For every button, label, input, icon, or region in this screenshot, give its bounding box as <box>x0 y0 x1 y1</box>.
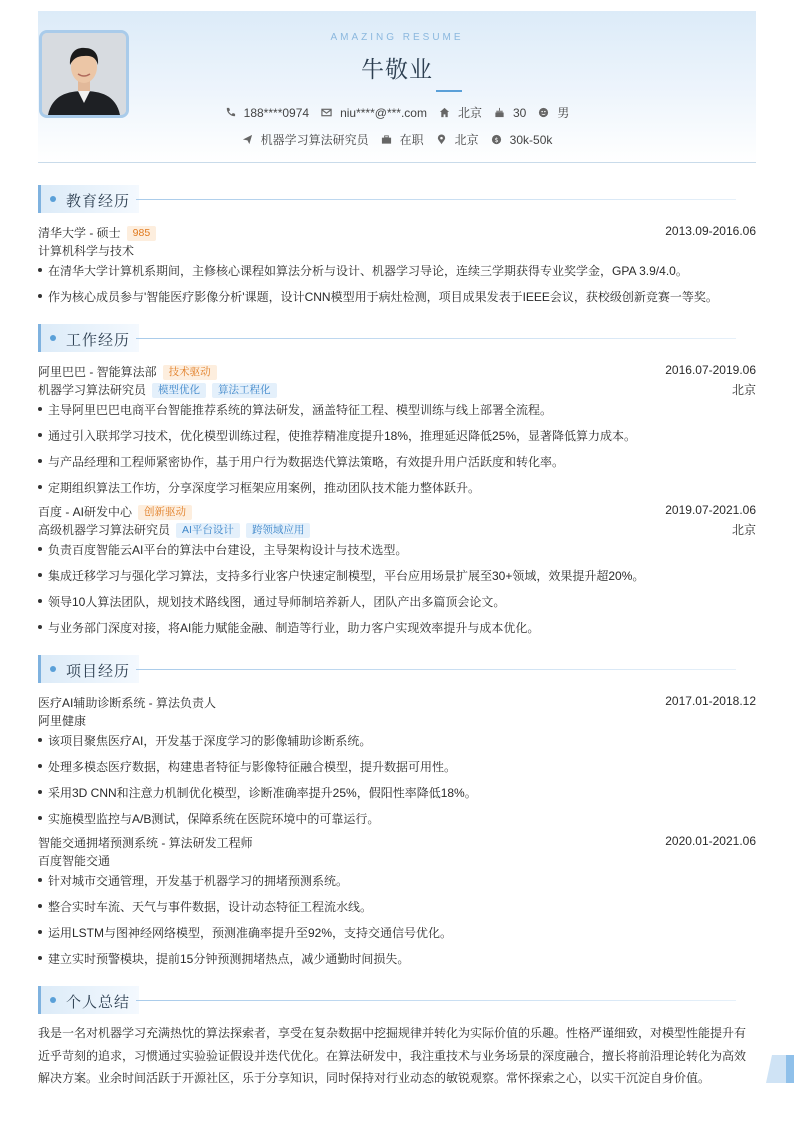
list-item: 实施模型监控与A/B测试，保障系统在医院环境中的可靠运行。 <box>38 810 756 827</box>
city-text: 北京 <box>457 106 482 120</box>
contact-row <box>38 104 756 121</box>
project-org: 阿里健康 <box>38 714 87 728</box>
work-location: 北京 <box>731 383 756 397</box>
location-pin-icon <box>436 134 447 145</box>
phone-text: 188****0974 <box>243 105 310 120</box>
section-dot <box>50 335 56 341</box>
role-title: 高级机器学习算法研究员 <box>38 523 171 537</box>
project-header <box>38 834 756 851</box>
mail-icon <box>321 107 332 118</box>
section-work <box>38 324 756 354</box>
project-org: 百度智能交通 <box>38 854 111 868</box>
project-title: 智能交通拥堵预测系统 - 算法研发工程师 <box>38 836 253 850</box>
education-date: 2013.09-2016.06 <box>665 224 756 238</box>
education-header <box>38 224 756 241</box>
section-divider <box>136 1000 736 1001</box>
city-item <box>439 104 482 121</box>
list-item: 针对城市交通管理，开发基于机器学习的拥堵预测系统。 <box>38 872 756 889</box>
job-intent-item <box>242 131 369 148</box>
section-divider <box>136 199 736 200</box>
skill-tag: 跨领域应用 <box>246 523 311 538</box>
section-dot <box>50 666 56 672</box>
cake-icon <box>494 107 505 118</box>
section-summary <box>38 986 756 1016</box>
project-date: 2020.01-2021.06 <box>665 834 756 848</box>
list-item: 主导阿里巴巴电商平台智能推荐系统的算法研发，涵盖特征工程、模型训练与线上部署全流程。 <box>38 401 756 418</box>
section-dot <box>50 997 56 1003</box>
name-underline <box>436 90 462 92</box>
list-item: 采用3D CNN和注意力机制优化模型，诊断准确率提升25%，假阳性率降低18%。 <box>38 784 756 801</box>
job-intent-row <box>38 131 756 148</box>
work-location: 北京 <box>731 523 756 537</box>
job-intent-text: 机器学习算法研究员 <box>260 133 369 147</box>
header-tagline: AMAZING RESUME <box>330 32 464 43</box>
section-title: 个人总结 <box>66 994 131 1011</box>
section-title: 项目经历 <box>66 663 131 680</box>
company-tag: 创新驱动 <box>138 505 192 520</box>
list-item: 定期组织算法工作坊，分享深度学习框架应用案例，推动团队技术能力整体跃升。 <box>38 479 756 496</box>
email-text: niu****@***.com <box>340 105 427 120</box>
school-tag: 985 <box>127 226 157 241</box>
section-dot <box>50 196 56 202</box>
section-projects <box>38 655 756 685</box>
phone-item <box>225 106 309 120</box>
skill-tag: 算法工程化 <box>212 383 277 398</box>
briefcase-icon <box>381 134 392 145</box>
list-item: 建立实时预警模块，提前15分钟预测拥堵热点，减少通勤时间损失。 <box>38 950 756 967</box>
work-header <box>38 363 756 380</box>
phone-icon <box>225 107 236 118</box>
section-education <box>38 185 756 215</box>
section-divider <box>136 669 736 670</box>
list-item: 集成迁移学习与强化学习算法，支持多行业客户快速定制模型，平台应用场景扩展至30+领域，效果提升超20%。 <box>38 567 756 584</box>
work-role-row <box>38 381 756 398</box>
home-icon <box>439 107 450 118</box>
salary-text: 30k-50k <box>509 132 553 147</box>
section-title: 教育经历 <box>66 193 131 210</box>
work-header <box>38 503 756 520</box>
work-role-row <box>38 521 756 538</box>
section-divider <box>136 338 736 339</box>
svg-text:$: $ <box>494 135 499 144</box>
project-title: 医疗AI辅助诊断系统 - 算法负责人 <box>38 696 217 710</box>
list-item: 作为核心成员参与'智能医疗影像分析'课题，设计CNN模型用于病灶检测，项目成果发表于IEEE会议，获校级创新竞赛一等奖。 <box>38 288 756 305</box>
list-item: 整合实时车流、天气与事件数据，设计动态特征工程流水线。 <box>38 898 756 915</box>
company-title: 阿里巴巴 - 智能算法部 <box>38 365 157 379</box>
role-title: 机器学习算法研究员 <box>38 383 147 397</box>
list-item: 与产品经理和工程师紧密协作，基于用户行为数据迭代算法策略，有效提升用户活跃度和转化率。 <box>38 453 756 470</box>
skill-tag: 模型优化 <box>152 383 206 398</box>
section-title: 工作经历 <box>66 332 131 349</box>
corner-decoration <box>766 1055 794 1083</box>
target-city-text: 北京 <box>454 133 479 147</box>
age-item <box>494 106 526 120</box>
email-item <box>321 106 427 120</box>
gender-item <box>538 104 569 121</box>
list-item: 负责百度智能云AI平台的算法中台建设，主导架构设计与技术选型。 <box>38 541 756 558</box>
candidate-name: 牛敬业 <box>361 56 433 82</box>
status-text: 在职 <box>399 133 424 147</box>
work-date: 2016.07-2019.06 <box>665 363 756 377</box>
list-item: 领导10人算法团队，规划技术路线图，通过导师制培养新人，团队产出多篇顶会论文。 <box>38 593 756 610</box>
list-item: 该项目聚焦医疗AI，开发基于深度学习的影像辅助诊断系统。 <box>38 732 756 749</box>
list-item: 运用LSTM与图神经网络模型，预测准确率提升至92%，支持交通信号优化。 <box>38 924 756 941</box>
skill-tag: AI平台设计 <box>176 523 240 538</box>
status-item <box>381 131 424 148</box>
list-item: 通过引入联邦学习技术，优化模型训练过程，使推荐精准度提升18%，推理延迟降低25%，显著降低算力成本。 <box>38 427 756 444</box>
company-title: 百度 - AI研发中心 <box>38 505 133 519</box>
company-tag: 技术驱动 <box>163 365 217 380</box>
money-icon <box>491 134 502 145</box>
education-major: 计算机科学与技术 <box>38 244 135 258</box>
resume-header <box>38 11 756 163</box>
gender-text: 男 <box>557 106 570 120</box>
project-date: 2017.01-2018.12 <box>665 694 756 708</box>
salary-item <box>491 133 553 147</box>
summary-text: 我是一名对机器学习充满热忱的算法探索者，享受在复杂数据中挖掘规律并转化为实际价值的乐趣。性格严谨细致，对模型性能提升有近乎苛刻的追求，习惯通过实验验证假设并迭代优化。在算法研发中，我注重技术与业务场景的深度融合，擅长将前沿理论转化为高效解决方案。业余时间活跃于开源社区，乐于分享知识，同时保持对行业动态的敏锐观察。常怀探索之心，以实干沉淀自身价值。 <box>38 1026 747 1085</box>
age-text: 30 <box>512 105 527 120</box>
school-degree: 清华大学 - 硕士 <box>38 226 121 240</box>
project-header <box>38 694 756 711</box>
send-icon <box>242 134 253 145</box>
work-date: 2019.07-2021.06 <box>665 503 756 517</box>
user-icon <box>538 107 549 118</box>
target-city-item <box>436 131 479 148</box>
list-item: 与业务部门深度对接，将AI能力赋能金融、制造等行业，助力客户实现效率提升与成本优化。 <box>38 619 756 636</box>
list-item: 在清华大学计算机系期间，主修核心课程如算法分析与设计、机器学习导论，连续三学期获得专业奖学金，GPA 3.9/4.0。 <box>38 262 756 279</box>
list-item: 处理多模态医疗数据，构建患者特征与影像特征融合模型，提升数据可用性。 <box>38 758 756 775</box>
